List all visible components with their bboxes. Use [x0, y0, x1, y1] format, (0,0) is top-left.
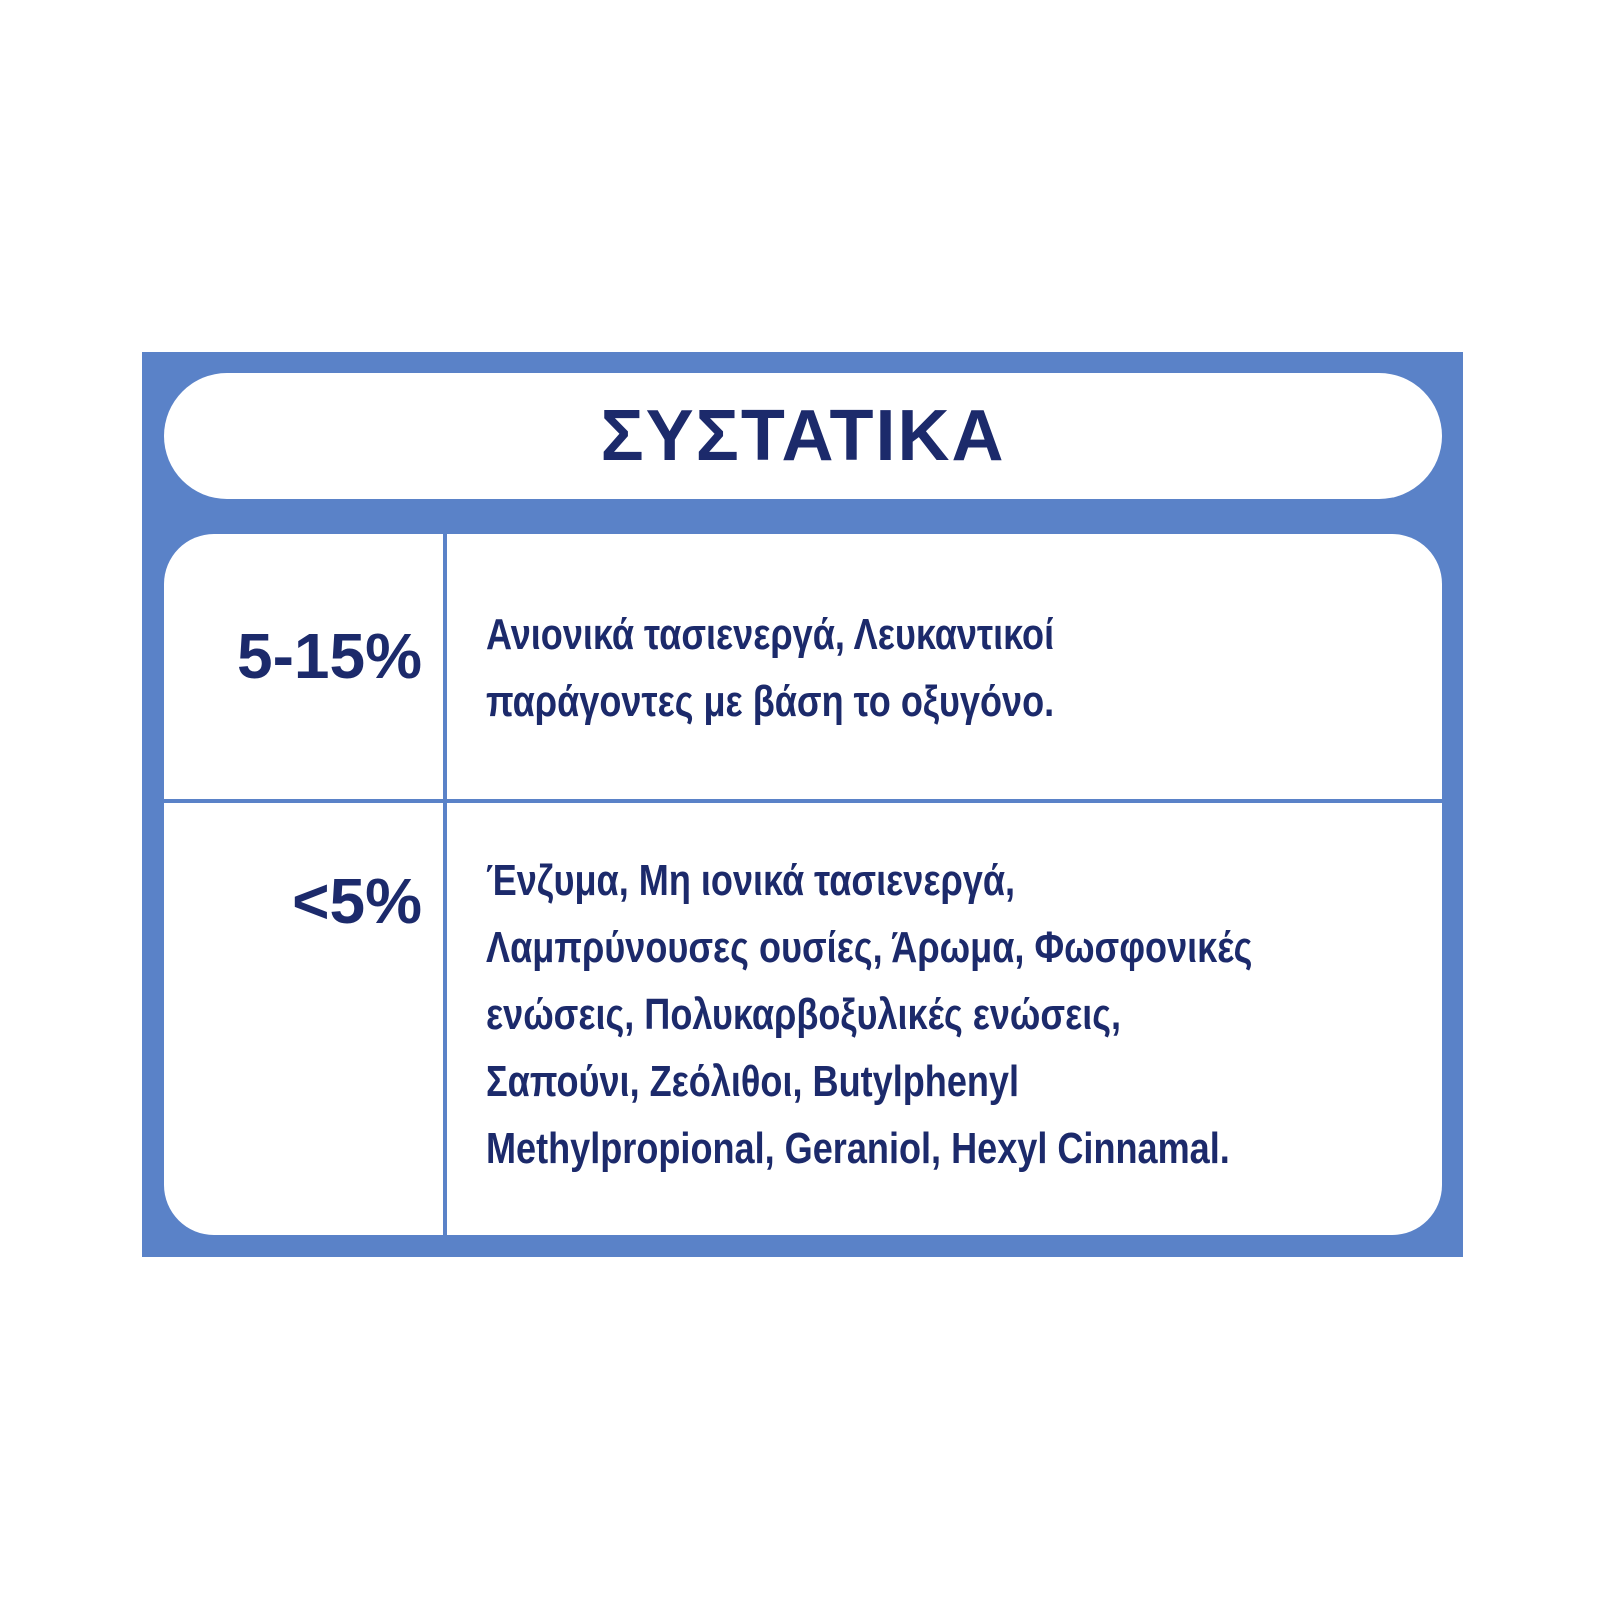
title-bar — [164, 373, 1442, 499]
percentage-5-15: 5-15% — [237, 620, 422, 692]
ingredient-line: Methylpropional, Geraniol, Hexyl Cinnamal. — [486, 1124, 1230, 1173]
ingredient-line: Σαπούνι, Ζεόλιθοι, Butylphenyl — [486, 1057, 1020, 1106]
ingredient-line: Ανιονικά τασιενεργά, Λευκαντικοί — [486, 610, 1055, 659]
ingredients-list-5-15 — [486, 601, 1396, 735]
ingredient-line: ενώσεις, Πολυκαρβοξυλικές ενώσεις, — [486, 990, 1122, 1039]
ingredient-line: Ένζυμα, Μη ιονικά τασιενεργά, — [486, 856, 1016, 905]
row-divider — [164, 799, 1442, 803]
ingredient-line: παράγοντες με βάση το οξυγόνο. — [486, 677, 1055, 726]
ingredients-label — [142, 352, 1463, 1257]
column-divider — [443, 534, 447, 1235]
ingredients-table — [164, 534, 1442, 1235]
ingredient-line: Λαμπρύνουσες ουσίες, Άρωμα, Φωσφονικές — [486, 923, 1253, 972]
label-title: ΣΥΣΤΑΤΙΚΑ — [600, 396, 1006, 476]
ingredients-list-under-5 — [486, 847, 1396, 1182]
percentage-under-5: <5% — [292, 865, 422, 937]
